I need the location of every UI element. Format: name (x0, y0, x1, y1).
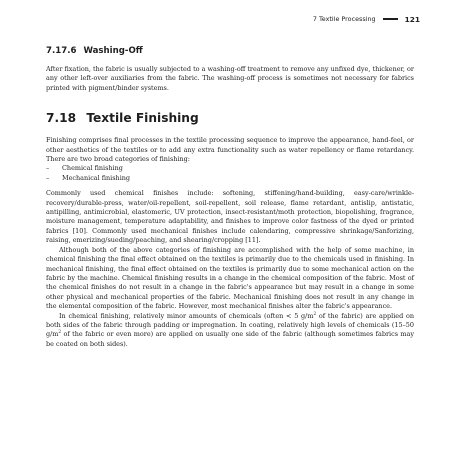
finishing-intro-paragraph: Finishing comprises final processes in the textile processing sequence to improve the appearance, hand-feel, or other aesthetics of the textiles or to add any extra functionality such as water repellency or flame retardancy. There are two broad categories of finishing: (46, 136, 414, 164)
chapter-title: 7 Textile Processing (312, 15, 376, 23)
washing-off-paragraph: After fixation, the fabric is usually subjected to a washing-off treatment to remove any unfixed dye, thickener, or any other left-over auxiliaries from the fabric. The washing-off process is sometimes not necessary for fabrics printed with pigment/binder systems. (46, 65, 414, 92)
header-rule (383, 18, 398, 20)
subsection-heading (46, 46, 414, 57)
list-item: – Mechanical finishing (46, 173, 131, 182)
finishing-categories-list (46, 164, 414, 183)
list-item: – Chemical finishing (46, 164, 123, 173)
section-number: 7.18 (46, 111, 77, 126)
document-page (46, 14, 420, 349)
page-number: 121 (404, 14, 420, 24)
section-title: Textile Finishing (86, 111, 199, 126)
running-header (46, 14, 420, 24)
chemical-amounts-paragraph: In chemical finishing, relatively minor amounts of chemicals (often < 5 $g/m^2$ of the fabric) are applied on both sides of the fabric through padding or impregnation. In coating, relatively high levels of chemicals (15–50 $g/m^2$ of the fabric or even more) are applied on usually one side of the fabric (although sometimes fabrics may be coated on both sides). (46, 310, 414, 348)
section-heading (46, 111, 414, 126)
finishing-comparison-paragraph: Although both of the above categories of finishing are accomplished with the help of some machine, in chemical finishing the final effect obtained on the textiles is primarily due to the chemicals used in finishing. In mechanical finishing, the final effect obtained on the textiles is primarily due to some mechanical action on the fabric by the machine. Chemical finishing results in a change in the chemical composition of the fabric. Most of the chemical finishes do not result in a change in the fabric's appearance but may result in a change in some other physical and mechanical properties of the fabric. Mechanical finishing does not result in any change in the elemental composition of the fabric. However, most mechanical finishes alter the fabric's appearance. (46, 245, 414, 311)
subsection-number: 7.17.6 (46, 46, 77, 56)
common-finishes-paragraph: Commonly used chemical finishes include: softening, stiffening/hand-building, easy-care/wrinkle-recovery/durable-press, water/oil-repellent, soil-repellent, soil release, flame retardant, antislip, antistatic, antipilling, antimicrobial, elastomeric, UV protection, insect-resistant/moth protection, biopolishing, fragrance, moisture management, temperature adaptability, and finishes to improve color fastness of the dyed or printed fabrics [10]. Commonly used mechanical finishes include calendaring, compressive shrinkage/Sanforizing, raising, emerizing/sueding/peaching, and shearing/cropping [11]. (46, 189, 414, 245)
subsection-title: Washing-Off (83, 46, 143, 56)
